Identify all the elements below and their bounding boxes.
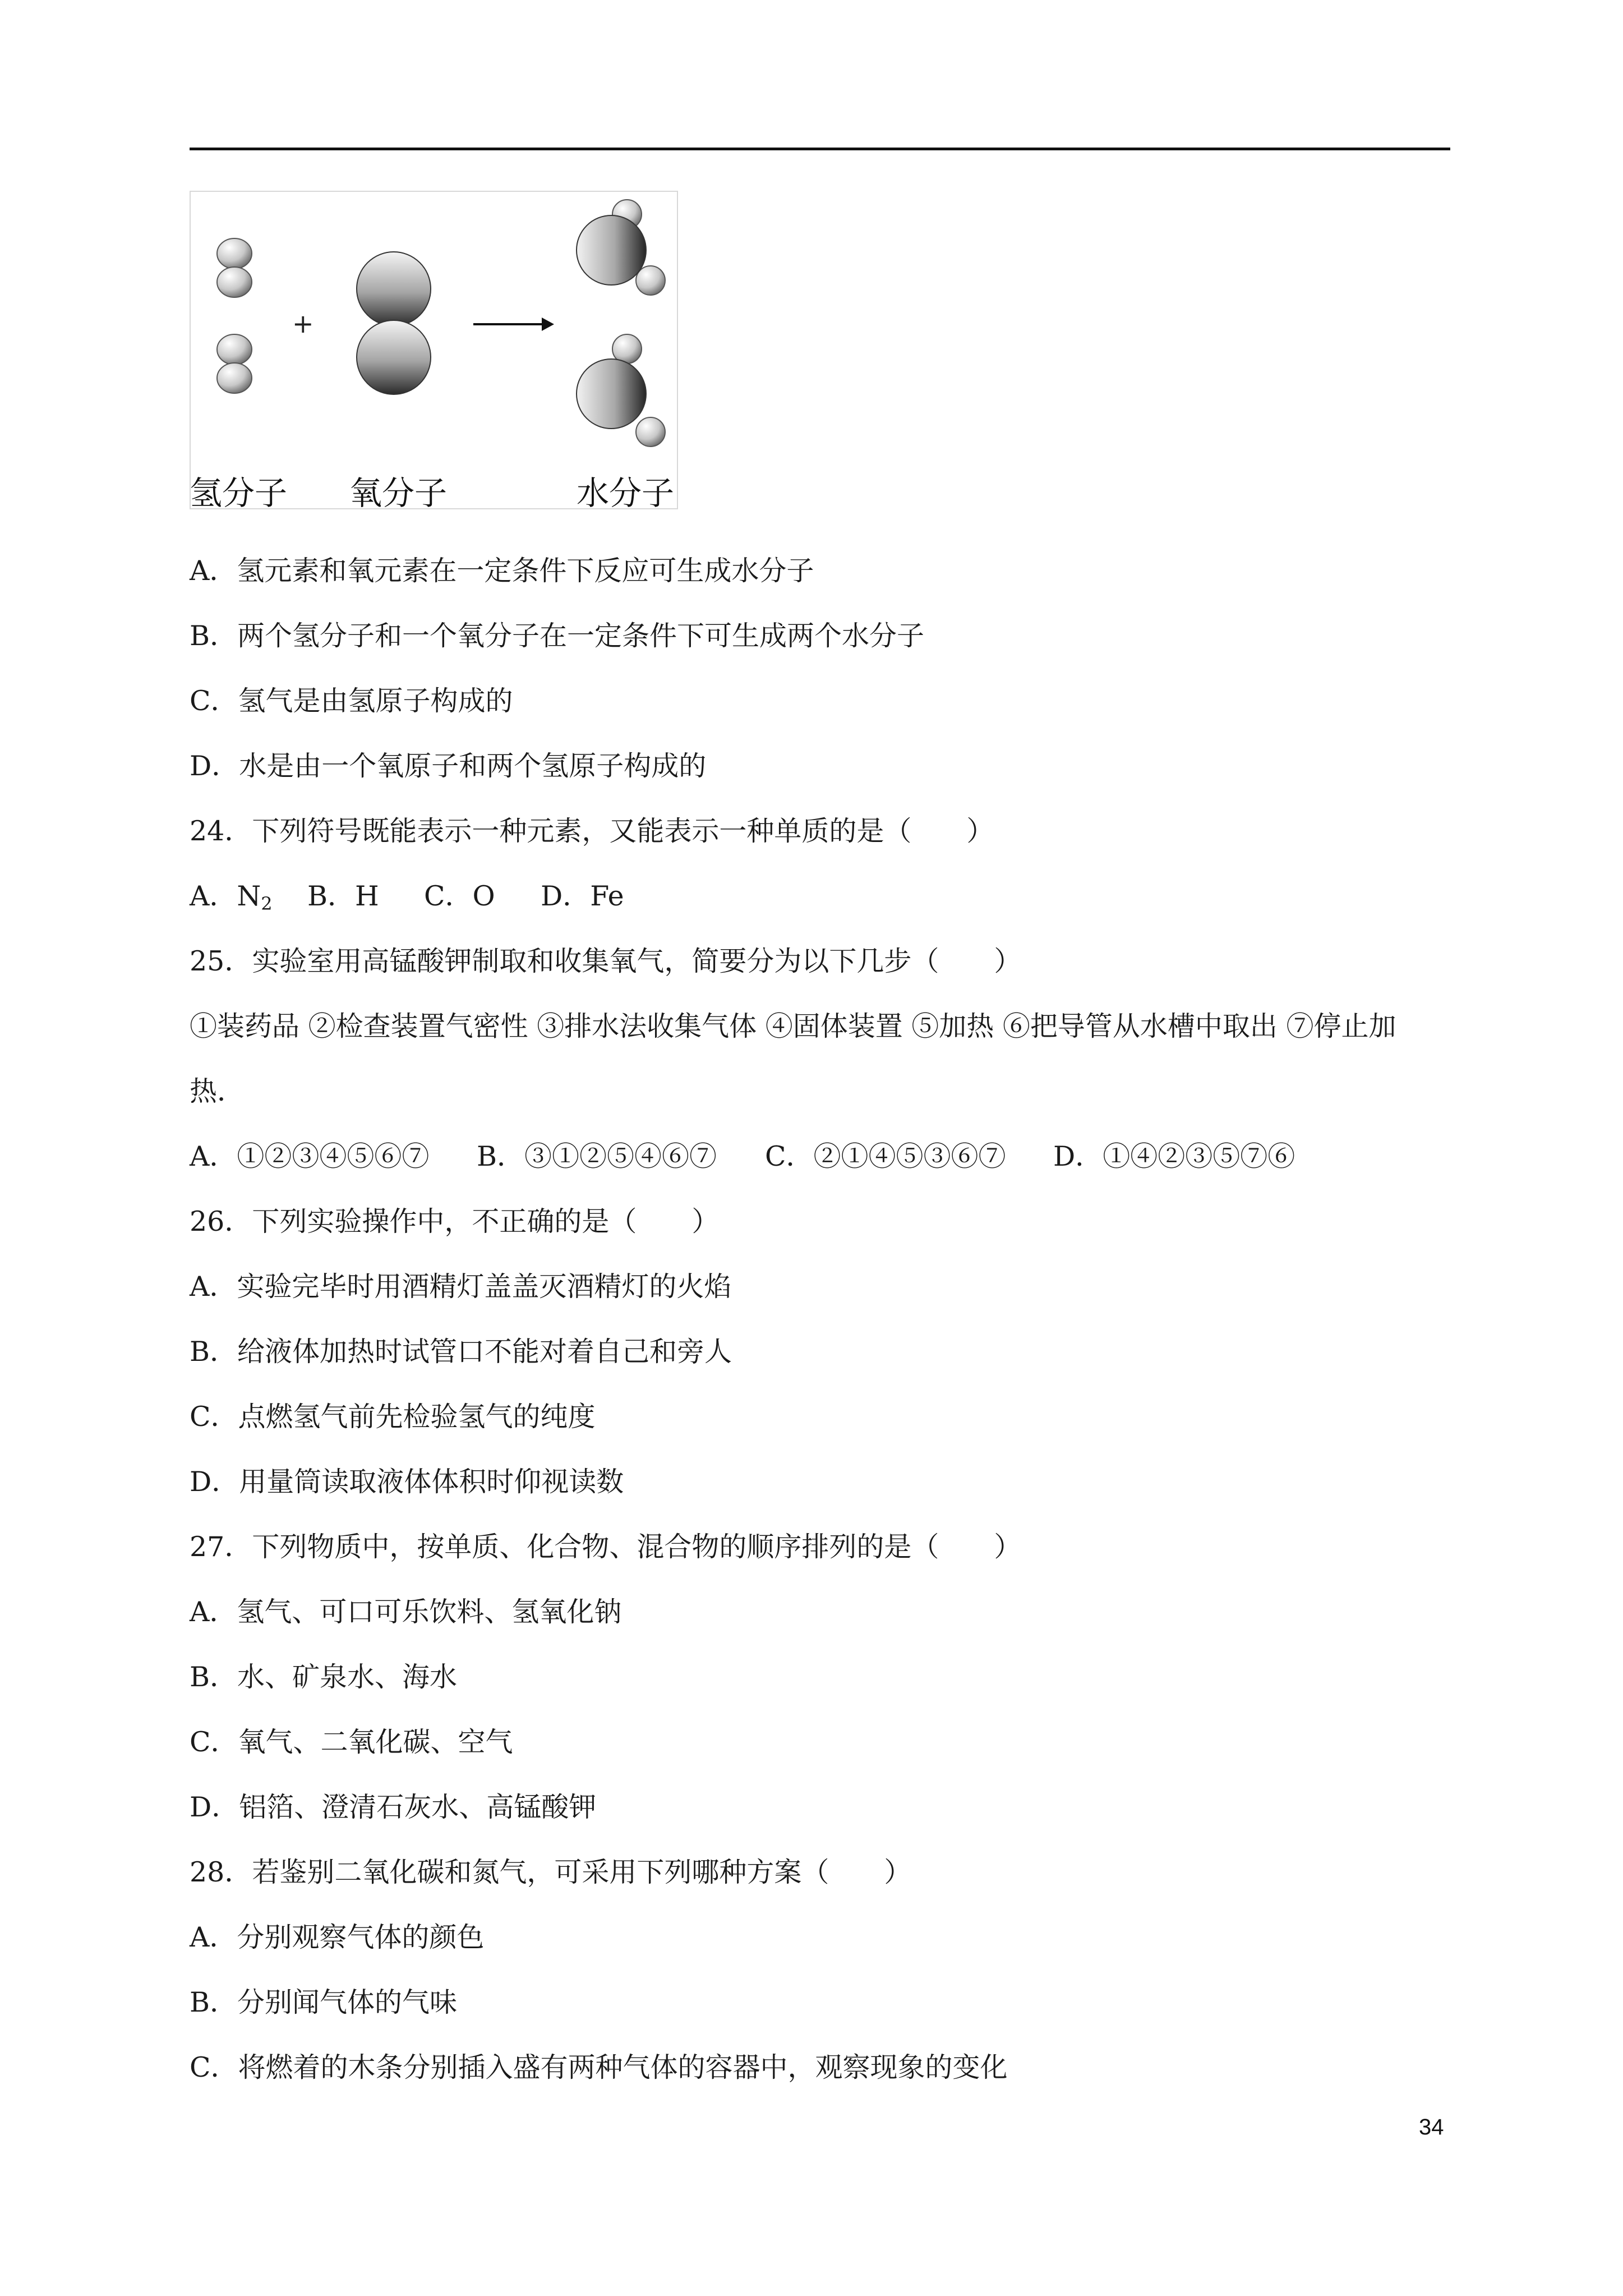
q24-option-a — [190, 880, 273, 921]
q23-option-d: D．水是由一个氧原子和两个氢原子构成的 — [190, 750, 707, 782]
q26-option-c: C．点燃氢气前先检验氢气的纯度 — [190, 1401, 596, 1433]
plus-sign: + — [292, 309, 314, 339]
oxygen-molecule-caption: 氧分子 — [349, 474, 448, 512]
q23-option-c: C．氢气是由氢原子构成的 — [190, 685, 513, 717]
q25-option-b: B．③①②⑤④⑥⑦ — [477, 1140, 717, 1172]
q27-option-c: C．氧气、二氧化碳、空气 — [190, 1726, 513, 1758]
q28-option-b: B．分别闻气体的气味 — [190, 1986, 458, 2018]
q25-stem: 25．实验室用高锰酸钾制取和收集氧气，简要分为以下几步（ ） — [190, 945, 1022, 977]
q28-option-c: C．将燃着的木条分别插入盛有两种气体的容器中，观察现象的变化 — [190, 2051, 1008, 2083]
water-molecule-top — [577, 200, 665, 295]
molecule-reaction-diagram — [190, 191, 679, 510]
q25-steps-line-1: ①装药品 ②检查装置气密性 ③排水法收集气体 ④固体装置 ⑤加热 ⑥把导管从水槽中取出 ⑦停止加 — [190, 1010, 1396, 1042]
reaction-arrow — [473, 318, 554, 331]
q24-option-d: D．Fe — [541, 880, 624, 912]
header-rule — [190, 148, 1450, 150]
q26-stem: 26．下列实验操作中，不正确的是（ ） — [190, 1205, 720, 1237]
q28-option-a: A．分别观察气体的颜色 — [190, 1921, 485, 1953]
q23-option-a: A．氢元素和氧元素在一定条件下反应可生成水分子 — [190, 555, 814, 587]
hydrogen-molecule-top — [217, 238, 252, 297]
oxygen-molecule — [357, 252, 431, 394]
q23-option-b: B．两个氢分子和一个氧分子在一定条件下可生成两个水分子 — [190, 620, 925, 652]
q27-option-d: D．铝箔、澄清石灰水、高锰酸钾 — [190, 1791, 597, 1823]
q25-option-d: D．①④②③⑤⑦⑥ — [1053, 1140, 1295, 1172]
reaction-illustration — [190, 191, 679, 510]
q26-option-a: A．实验完毕时用酒精灯盖盖灭酒精灯的火焰 — [190, 1271, 732, 1303]
hydrogen-molecule-caption: 氢分子 — [190, 474, 288, 512]
water-molecule-bottom — [577, 334, 665, 447]
q27-stem: 27．下列物质中，按单质、化合物、混合物的顺序排列的是（ ） — [190, 1531, 1022, 1563]
water-molecule-caption: 水分子 — [577, 474, 675, 512]
q27-option-b: B．水、矿泉水、海水 — [190, 1661, 458, 1693]
q24-option-a-text: A．N — [190, 880, 261, 912]
q24-stem: 24．下列符号既能表示一种元素，又能表示一种单质的是（ ） — [190, 815, 994, 847]
q25-option-a: A．①②③④⑤⑥⑦ — [190, 1140, 430, 1172]
q25-steps-line-2: 热． — [190, 1075, 245, 1107]
q27-option-a: A．氢气、可口可乐饮料、氢氧化钠 — [190, 1596, 622, 1628]
q25-options — [190, 1140, 1423, 1174]
q26-option-b: B．给液体加热时试管口不能对着自己和旁人 — [190, 1336, 732, 1368]
q26-option-d: D．用量筒读取液体体积时仰视读数 — [190, 1466, 624, 1498]
q24-option-a-subscript: 2 — [261, 893, 273, 914]
q28-stem: 28．若鉴别二氧化碳和氮气，可采用下列哪种方案（ ） — [190, 1856, 912, 1888]
page-number: 34 — [1419, 2115, 1444, 2139]
q24-option-b: B．H — [307, 880, 379, 912]
hydrogen-molecule-bottom — [217, 334, 252, 393]
q25-option-c: C．②①④⑤③⑥⑦ — [765, 1140, 1006, 1172]
q24-option-c: C．O — [424, 880, 495, 912]
q24-options — [190, 880, 1423, 913]
